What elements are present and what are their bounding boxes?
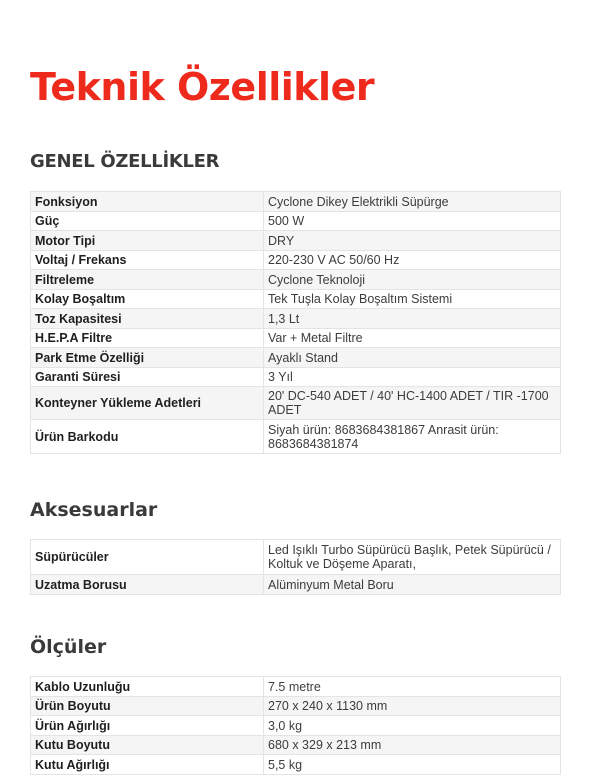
table-row (31, 697, 561, 716)
table-row (31, 540, 561, 575)
spec-label: Garanti Süresi (31, 368, 264, 387)
page-title: Teknik Özellikler (30, 65, 375, 109)
table-row (31, 575, 561, 595)
table-row (31, 251, 561, 270)
general-specs-table (30, 191, 561, 454)
spec-label: Kolay Boşaltım (31, 290, 264, 309)
spec-label: H.E.P.A Filtre (31, 329, 264, 348)
spec-value: 3,0 kg (264, 716, 561, 736)
spec-value: 220-230 V AC 50/60 Hz (264, 251, 561, 270)
spec-value: Cyclone Dikey Elektrikli Süpürge (264, 192, 561, 212)
table-row (31, 677, 561, 697)
table-row (31, 387, 561, 420)
spec-label: Kutu Boyutu (31, 736, 264, 755)
table-row (31, 420, 561, 454)
spec-value: 680 x 329 x 213 mm (264, 736, 561, 755)
table-row (31, 329, 561, 348)
spec-value: 20' DC-540 ADET / 40' HC-1400 ADET / TIR -1700 ADET (264, 387, 561, 420)
spec-value: 5,5 kg (264, 755, 561, 775)
section-title-accessories: Aksesuarlar (30, 499, 158, 521)
spec-value: Led Işıklı Turbo Süpürücü Başlık, Petek Süpürücü / Koltuk ve Döşeme Aparatı, (264, 540, 561, 575)
spec-label: Uzatma Borusu (31, 575, 264, 595)
spec-label: Toz Kapasitesi (31, 309, 264, 329)
spec-value: Ayaklı Stand (264, 348, 561, 368)
spec-value: Var + Metal Filtre (264, 329, 561, 348)
spec-label: Fonksiyon (31, 192, 264, 212)
spec-label: Kablo Uzunluğu (31, 677, 264, 697)
table-row (31, 192, 561, 212)
table-row (31, 231, 561, 251)
spec-value: 3 Yıl (264, 368, 561, 387)
table-row (31, 290, 561, 309)
spec-value: 7.5 metre (264, 677, 561, 697)
spec-label: Güç (31, 212, 264, 231)
table-row (31, 736, 561, 755)
table-row (31, 309, 561, 329)
spec-value: Siyah ürün: 8683684381867 Anrasit ürün: 8683684381874 (264, 420, 561, 454)
spec-label: Motor Tipi (31, 231, 264, 251)
table-row (31, 270, 561, 290)
spec-label: Ürün Barkodu (31, 420, 264, 454)
table-row (31, 755, 561, 775)
spec-label: Kutu Ağırlığı (31, 755, 264, 775)
spec-value: Tek Tuşla Kolay Boşaltım Sistemi (264, 290, 561, 309)
accessories-table (30, 539, 561, 595)
section-title-general: GENEL ÖZELLİKLER (30, 151, 220, 172)
spec-label: Ürün Ağırlığı (31, 716, 264, 736)
spec-label: Süpürücüler (31, 540, 264, 575)
dimensions-table (30, 676, 561, 775)
spec-label: Konteyner Yükleme Adetleri (31, 387, 264, 420)
section-title-dimensions: Ölçüler (30, 636, 107, 658)
spec-label: Voltaj / Frekans (31, 251, 264, 270)
table-row (31, 716, 561, 736)
spec-value: Alüminyum Metal Boru (264, 575, 561, 595)
table-row (31, 348, 561, 368)
spec-value: 1,3 Lt (264, 309, 561, 329)
spec-value: 500 W (264, 212, 561, 231)
spec-value: Cyclone Teknoloji (264, 270, 561, 290)
table-row (31, 368, 561, 387)
spec-label: Filtreleme (31, 270, 264, 290)
spec-value: 270 x 240 x 1130 mm (264, 697, 561, 716)
spec-value: DRY (264, 231, 561, 251)
spec-label: Ürün Boyutu (31, 697, 264, 716)
spec-label: Park Etme Özelliği (31, 348, 264, 368)
table-row (31, 212, 561, 231)
